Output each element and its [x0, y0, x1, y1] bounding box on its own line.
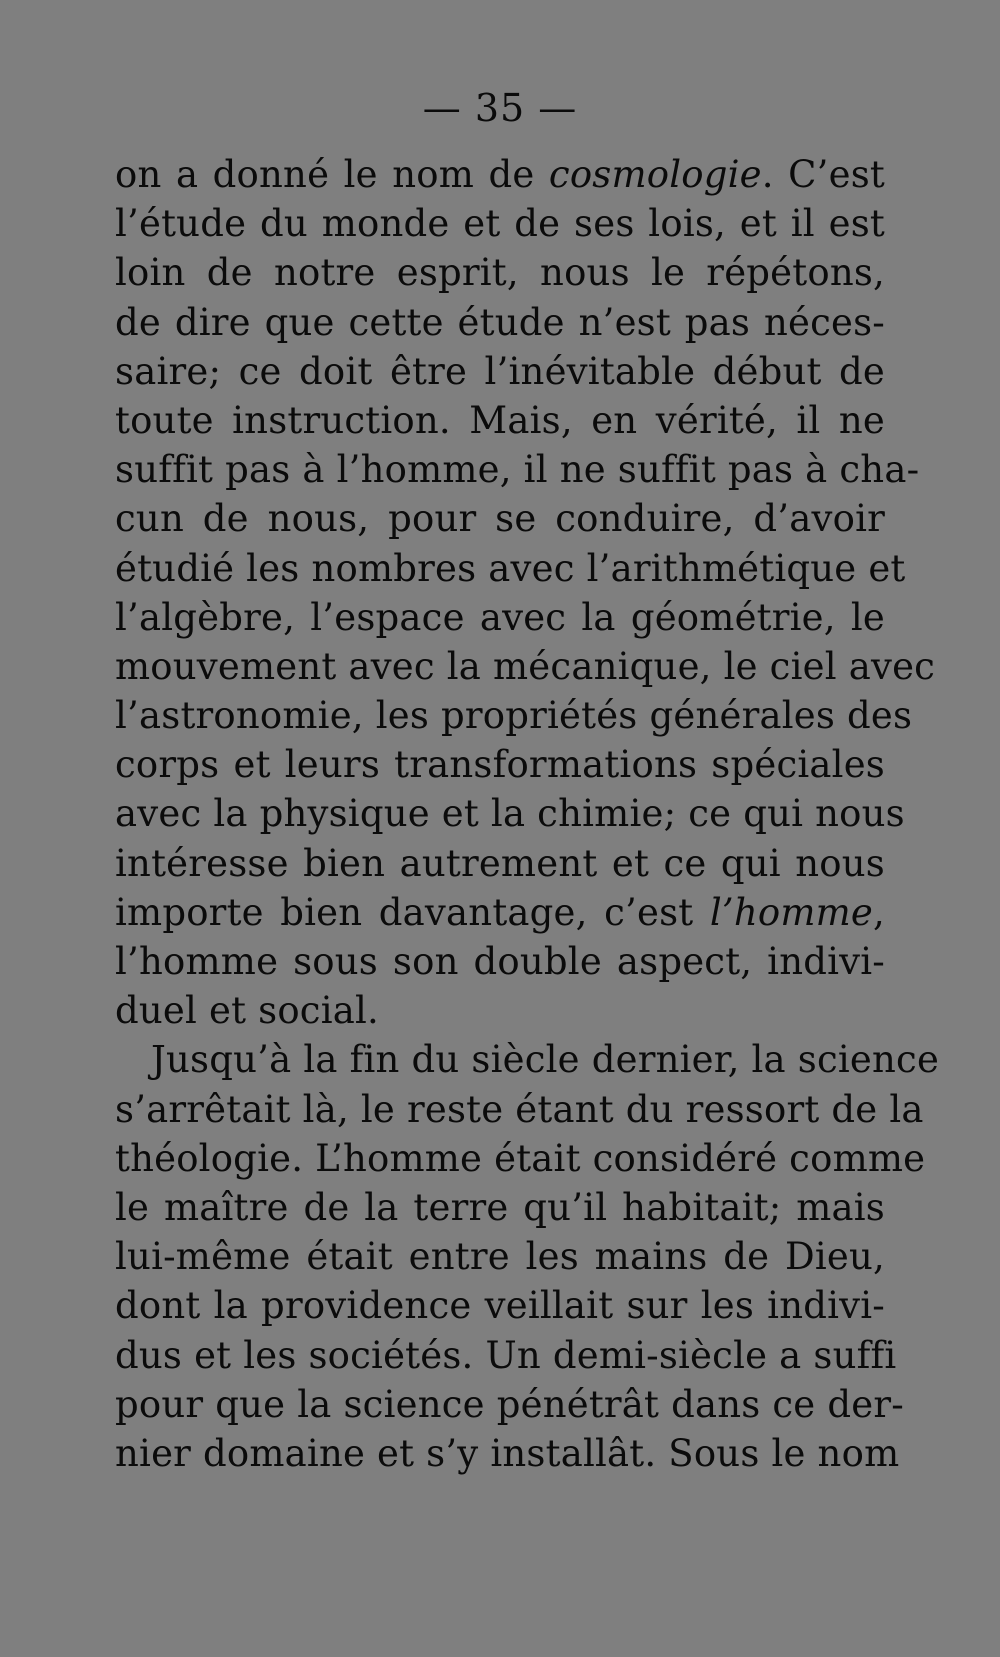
text-line-27: nier domaine et s’y installât. Sous le nom: [115, 1431, 900, 1475]
text-line-24: dont la providence veillait sur les indivi-: [115, 1284, 885, 1328]
text-line-2: l’étude du monde et de ses lois, et il est: [115, 202, 885, 246]
body-text: [115, 150, 940, 1478]
text-line-20: s’arrêtait là, le reste étant du ressort de la: [115, 1087, 924, 1131]
page-number: — 35 —: [422, 86, 578, 130]
text-line-16-part-1: importe bien davantage, c’est: [115, 890, 710, 934]
text-line-19: Jusqu’à la fin du siècle dernier, la science: [151, 1038, 940, 1082]
text-line-18: duel et social.: [115, 989, 380, 1033]
text-line-5: saire; ce doit être l’inévitable début de: [115, 349, 885, 393]
text-line-15: intéresse bien autrement et ce qui nous: [115, 841, 885, 885]
text-line-26: pour que la science pénétrât dans ce der-: [115, 1382, 904, 1426]
text-line-12: l’astronomie, les propriétés générales des: [115, 694, 913, 738]
text-line-1-part-1: on a donné le nom de: [115, 153, 549, 196]
text-line-17: l’homme sous son double aspect, indivi-: [115, 940, 885, 983]
text-line-16: [115, 888, 885, 937]
text-line-4: de dire que cette étude n’est pas néces-: [115, 300, 885, 344]
text-line-10: l’algèbre, l’espace avec la géométrie, le: [115, 595, 885, 639]
text-line-9: étudié les nombres avec l’arithmétique et: [115, 546, 906, 590]
text-line-23: lui-même était entre les mains de Dieu,: [115, 1235, 885, 1279]
text-line-1: [115, 150, 885, 199]
text-line-22: le maître de la terre qu’il habitait; mais: [115, 1185, 885, 1229]
text-line-25: dus et les sociétés. Un demi-siècle a suffi: [115, 1333, 897, 1377]
text-line-8: cun de nous, pour se conduire, d’avoir: [115, 497, 885, 541]
text-line-21: théologie. L’homme était considéré comme: [115, 1136, 926, 1180]
text-line-6: toute instruction. Mais, en vérité, il ne: [115, 398, 885, 442]
text-line-11: mouvement avec la mécanique, le ciel avec: [115, 644, 936, 688]
text-line-13: corps et leurs transformations spéciales: [115, 743, 885, 787]
text-line-16-part-3: ,: [873, 890, 885, 934]
italic-term-cosmologie: cosmologie: [548, 153, 762, 196]
text-line-1-part-3: . C’est: [761, 153, 886, 196]
italic-term-lhomme: l’homme: [709, 890, 874, 934]
text-line-14: avec la physique et la chimie; ce qui nous: [115, 792, 905, 836]
text-line-3: loin de notre esprit, nous le répétons,: [115, 251, 885, 295]
text-line-7: suffit pas à l’homme, il ne suffit pas à cha-: [115, 448, 920, 492]
